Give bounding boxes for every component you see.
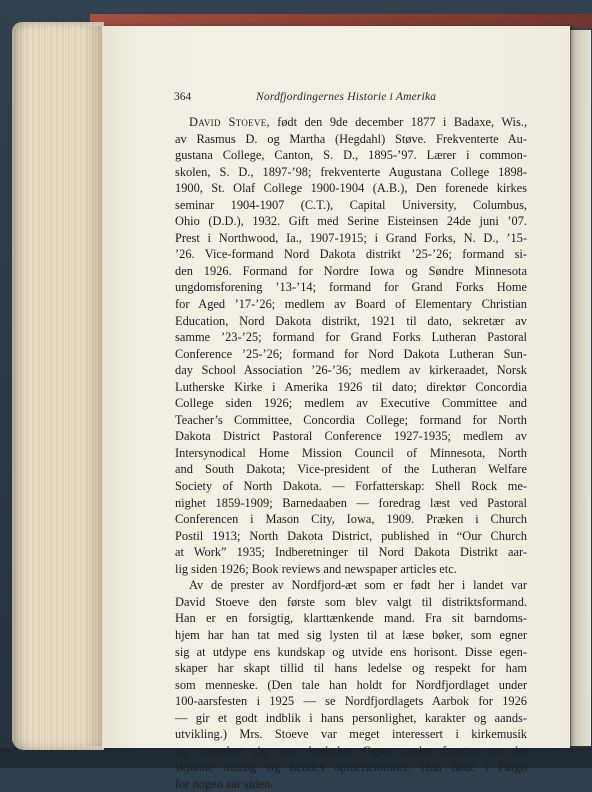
text-line: og utmerket sig som korleder. Ogsaa andre facetter av det <box>175 743 527 758</box>
text-line: — gir et godt indblik i hans personlighet, karakter og aands- <box>175 710 527 725</box>
text-line: som menneske. (Den tale han holdt for Nordfjordlaget under <box>175 677 527 692</box>
commentary-paragraph <box>175 577 527 792</box>
text-line: Han er en forsigtig, klarttænkende mand. Fra sit barndoms- <box>175 611 527 626</box>
text-line: 100-aarsfesten i 1925 — se Nordfjordlagets Aarbok for 1926 <box>175 694 527 709</box>
text-line: for nogen aar siden. <box>175 776 274 791</box>
page-number: 364 <box>174 91 192 103</box>
page-header <box>174 91 524 105</box>
text-line: seminar 1904-1907 (C.T.), Capital University, Columbus, <box>175 197 527 212</box>
text-line: hjem har han tat med sig lysten til at læse bøker, som egner <box>175 627 527 642</box>
text-line: nighet 1859-1909; Barnedaaben — foredrag læst ved Pastoral <box>175 495 527 510</box>
page-body-text <box>175 114 527 792</box>
text-line: ’26. Vice-formand Nord Dakota distrikt ’25-’26; formand si- <box>175 247 527 262</box>
text-line: den 1926. Formand for Nordre Iowa og Søndre Minnesota <box>175 263 527 278</box>
text-line: day School Association ’26-’36; medlem av kirkeraadet, Norsk <box>175 363 527 378</box>
text-line: College siden 1926; medlem av Executive Committee and <box>175 396 527 411</box>
next-page-edge <box>570 30 591 746</box>
text-line: Teacher’s Committee, Concordia College; formand for North <box>175 412 527 427</box>
text-line: at Work” 1935; Indberetninger til Nord Dakota Distrikt aar- <box>175 545 527 560</box>
text-line: av Rasmus D. og Martha (Hegdahl) Støve. Frekventerte Au- <box>175 131 527 146</box>
text-line: skaper har skapt tillid til hans ledelse og respekt for ham <box>175 661 527 676</box>
text-line: David Stoeve, født den 9de december 1877 i Badaxe, Wis., <box>189 115 527 129</box>
text-line: Prest i Northwood, Ia., 1907-1915; i Grand Forks, N. D., ’15- <box>175 230 527 245</box>
text-line: and South Dakota; Vice-president of the Lutheran Welfare <box>175 462 527 477</box>
text-line: skolen, S. D., 1897-’98; frekventerte Augustana College 1898- <box>175 164 527 179</box>
running-title: Nordfjordingernes Historie i Amerika <box>256 91 437 103</box>
text-line: samme ’23-’25; formand for Grand Forks Lutheran Pastoral <box>175 330 527 345</box>
biography-paragraph <box>175 114 527 577</box>
text-line: 1900, St. Olaf College 1900-1904 (A.B.), Den forenede kirkes <box>175 181 527 196</box>
text-line: utvikling.) Mrs. Stoeve var meget interessert i kirkemusik <box>175 727 527 742</box>
person-name: David Stoeve <box>189 115 267 129</box>
text-line: lig siden 1926; Book reviews and newspaper articles etc. <box>175 561 457 576</box>
text-line: Society of North Dakota. — Forfatterskap: Shell Rock me- <box>175 479 527 494</box>
text-line: David Stoeve den første som blev valgt til distriktsformand. <box>175 594 527 609</box>
text-line: Dakota District Pastoral Conference 1927-1935; medlem av <box>175 429 527 444</box>
text-line: for Aged ’17-’26; medlem av Board of Elementary Christian <box>175 297 527 312</box>
text-line: Postil 1913; North Dakota District, published in “Our Church <box>175 528 527 543</box>
text-line: Av de prester av Nordfjord-æt som er født her i landet var <box>189 578 527 593</box>
text-line: gustana College, Canton, S. D., 1895-’97. Lærer i common- <box>175 148 527 163</box>
text-line: Intersynodical Home Mission Council of Minnesota, North <box>175 445 527 460</box>
text-line: Ohio (D.D.), 1932. Gift med Serine Eisteinsen 24de juni ’07. <box>175 214 527 229</box>
text-line: Conference ’25-’26; formand for Nord Dakota Lutheran Sun- <box>175 346 527 361</box>
text-line: Conferencen i Mason City, Iowa, 1909. Præken i Church <box>175 512 527 527</box>
text-line: ungdomsforening ’13-’14; formand for Grand Forks Home <box>175 280 527 295</box>
text-line: sig at utdype ens kundskap og utvide ens horisont. Disse egen- <box>175 644 527 659</box>
text-line: Lutherske Kirke i Amerika 1926 til dato; direktør Concordia <box>175 379 527 394</box>
text-line: skjønne tildrog sig hendes opmerksomhet. Hun døde i Fargo <box>175 760 527 775</box>
text-line: Education, Nord Dakota distrikt, 1921 til dato, sekretær av <box>175 313 527 328</box>
